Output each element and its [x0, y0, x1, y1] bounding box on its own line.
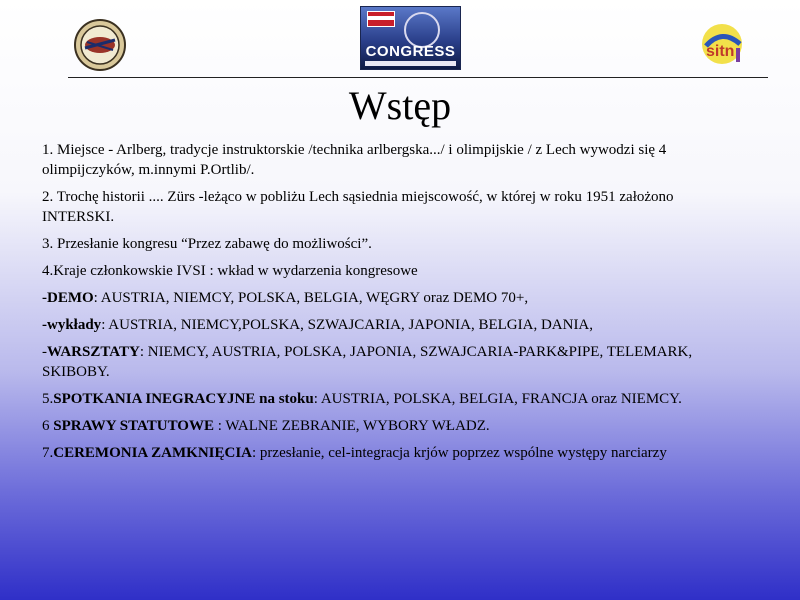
paragraph: [42, 140, 722, 180]
paragraph-prefix: 6: [42, 418, 54, 434]
paragraph: [42, 342, 722, 382]
paragraph: [42, 288, 722, 308]
paragraph-bold: SPOTKANIA INEGRACYJNE na stoku: [53, 391, 314, 407]
sitn-icon: [696, 20, 752, 72]
header-divider: [68, 77, 768, 78]
flag-icon: [367, 11, 395, 27]
paragraph-text: : AUSTRIA, POLSKA, BELGIA, FRANCJA oraz NIEMCY.: [313, 391, 682, 407]
paragraph-text: : AUSTRIA, NIEMCY,POLSKA, SZWAJCARIA, JAPONIA, BELGIA, DANIA,: [101, 317, 594, 333]
slide-body: [42, 140, 722, 470]
paragraph: [42, 187, 722, 227]
paragraph: [42, 389, 722, 409]
congress-logo-text: CONGRESS: [365, 43, 456, 60]
paragraph-text: : AUSTRIA, NIEMCY, POLSKA, BELGIA, WĘGRY oraz DEMO 70+,: [93, 290, 529, 306]
paragraph-prefix: 5.: [42, 391, 54, 407]
paragraph-text: 4.Kraje członkowskie IVSI : wkład w wydarzenia kongresowe: [42, 263, 418, 279]
logo-band: [365, 61, 456, 66]
page-title: Wstęp: [348, 83, 452, 128]
paragraph-bold: CEREMONIA ZAMKNIĘCIA: [53, 445, 253, 461]
paragraph: [42, 443, 722, 463]
paragraph: [42, 315, 722, 335]
paragraph-text: : WALNE ZEBRANIE, WYBORY WŁADZ.: [213, 418, 490, 434]
emblem-logo: [73, 18, 127, 72]
paragraph-prefix: -: [42, 344, 47, 360]
paragraph-text: : przesłanie, cel-integracja krjów poprzez wspólne występy narciarzy: [252, 445, 667, 461]
svg-text:sitn: sitn: [706, 43, 735, 60]
paragraph-text: 3. Przesłanie kongresu “Przez zabawę do możliwości”.: [42, 236, 372, 252]
paragraph-bold: -wykłady: [42, 317, 102, 333]
paragraph-bold: -DEMO: [42, 290, 94, 306]
sitn-logo: [696, 20, 752, 72]
emblem-icon: [73, 18, 127, 72]
paragraph-text: : NIEMCY, AUSTRIA, POLSKA, JAPONIA, SZWAJCARIA-PARK&PIPE, TELEMARK, SKIBOBY.: [42, 344, 693, 380]
paragraph: [42, 261, 722, 281]
paragraph-bold: WARSZTATY: [47, 344, 140, 360]
paragraph-text: 1. Miejsce - Arlberg, tradycje instruktorskie /technika arlbergska.../ i olimpijskie / z Lech wywodzi się 4 olimpijczyków, m.innymi P.Ortlib/.: [42, 142, 667, 178]
paragraph-bold: SPRAWY STATUTOWE: [53, 418, 214, 434]
congress-logo: [360, 6, 461, 70]
paragraph-prefix: 7.: [42, 445, 54, 461]
paragraph: [42, 234, 722, 254]
paragraph: [42, 416, 722, 436]
paragraph-text: 2. Trochę historii .... Zürs -leżąco w pobliżu Lech sąsiednia miejscowość, w której w roku 1951 założono INTERSKI.: [42, 189, 674, 225]
